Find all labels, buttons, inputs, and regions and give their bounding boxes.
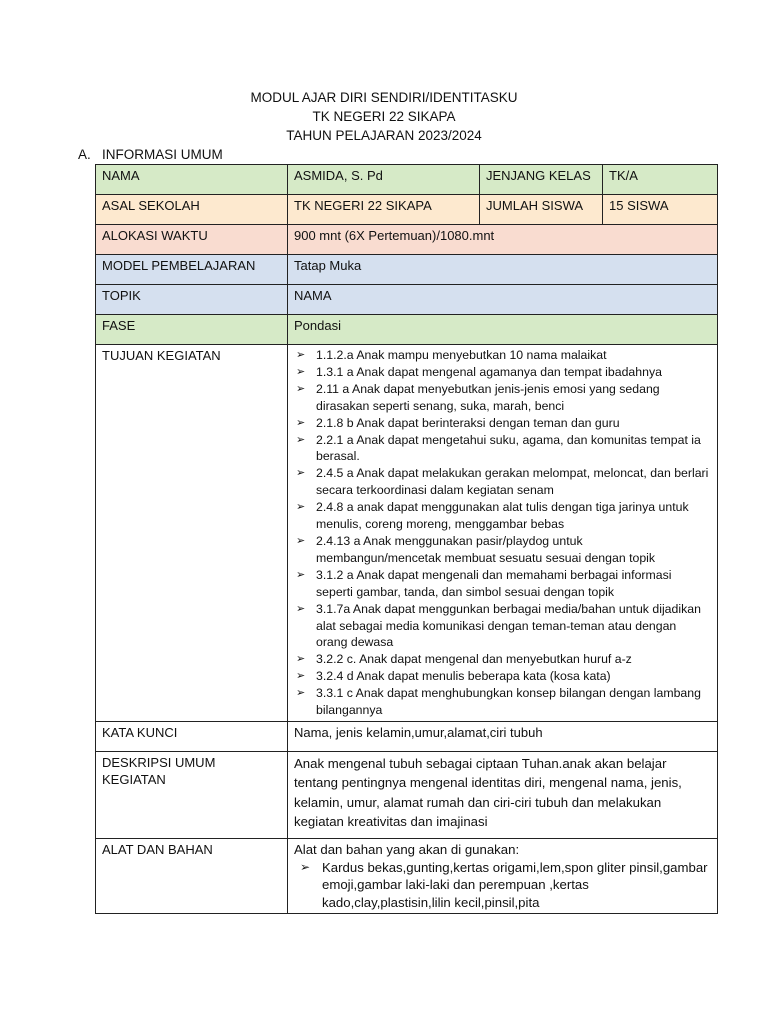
list-item — [294, 347, 711, 364]
jenjang-value: TK/A — [603, 165, 718, 195]
asal-label: ASAL SEKOLAH — [96, 195, 288, 225]
alat-intro: Alat dan bahan yang akan di gunakan: — [294, 841, 520, 857]
list-item — [294, 415, 711, 432]
list-item-text: 3.1.7a Anak dapat menggunkan berbagai media/bahan untuk dijadikan alat sebagai media komunikasi dengan teman-teman atau dengan orang dewasa — [316, 601, 701, 650]
list-item-text: 3.2.4 d Anak dapat menulis beberapa kata (kosa kata) — [316, 669, 611, 684]
deskripsi-value: Anak mengenal tubuh sebagai ciptaan Tuhan.anak akan belajar tentang pentingnya mengenal identitas diri, mengenal nama, jenis, kelamin, umur, alamat rumah dan ciri-ciri tubuh dan melakukan kegiatan kreativitas dan imajinasi — [288, 751, 718, 838]
nama-value: ASMIDA, S. Pd — [288, 165, 480, 195]
table-row-tujuan — [96, 345, 718, 722]
topik-value: NAMA — [288, 285, 718, 315]
arrow-bullet-icon: ➢ — [296, 602, 306, 615]
arrow-bullet-icon: ➢ — [296, 433, 306, 446]
list-item — [294, 465, 711, 499]
model-value: Tatap Muka — [288, 255, 718, 285]
arrow-bullet-icon: ➢ — [296, 349, 306, 361]
alokasi-label: ALOKASI WAKTU — [96, 225, 288, 255]
arrow-bullet-icon: ➢ — [296, 382, 306, 395]
table-row-alokasi — [96, 225, 718, 255]
arrow-bullet-icon: ➢ — [296, 416, 306, 429]
jumlah-label: JUMLAH SISWA — [480, 195, 603, 225]
table-row-deskripsi — [96, 751, 718, 838]
list-item-text: 2.4.8 a anak dapat menggunakan alat tulis dengan tiga jarinya untuk menulis, coreng moreng, menggambar bebas — [316, 500, 689, 532]
arrow-bullet-icon: ➢ — [296, 568, 306, 581]
fase-value: Pondasi — [288, 315, 718, 345]
academic-year-heading: TAHUN PELAJARAN 2023/2024 — [286, 128, 482, 143]
deskripsi-label-line2: KEGIATAN — [102, 771, 166, 787]
list-item — [294, 381, 711, 415]
deskripsi-label-cell — [96, 751, 288, 838]
arrow-bullet-icon: ➢ — [296, 501, 306, 514]
alokasi-value: 900 mnt (6X Pertemuan)/1080.mnt — [288, 225, 718, 255]
list-item-text: 2.2.1 a Anak dapat mengetahui suku, agama, dan komunitas tempat ia berasal. — [316, 432, 701, 464]
list-item — [294, 668, 711, 685]
fase-label: FASE — [96, 315, 288, 345]
model-label: MODEL PEMBELAJARAN — [96, 255, 288, 285]
table-row-fase — [96, 315, 718, 345]
arrow-bullet-icon: ➢ — [296, 467, 306, 480]
document-title: MODUL AJAR DIRI SENDIRI/IDENTITASKU — [250, 90, 518, 105]
list-item-text: Kardus bekas,gunting,kertas origami,lem,spon gliter pinsil,gambar emoji,gambar laki-laki dan perempuan ,kertas kado,clay,plastisin,lilin kecil,pinsil,pita — [322, 859, 708, 910]
list-item — [294, 364, 711, 381]
list-item-text: 2.4.13 a Anak menggunakan pasir/playdog untuk membangun/mencetak membuat sesuatu sesuai dengan topik — [316, 533, 656, 565]
kata-kunci-label: KATA KUNCI — [96, 721, 288, 751]
school-name-heading: TK NEGERI 22 SIKAPA — [312, 109, 456, 124]
list-item — [294, 567, 711, 601]
tujuan-label: TUJUAN KEGIATAN — [96, 345, 288, 722]
kata-kunci-value: Nama, jenis kelamin,umur,alamat,ciri tubuh — [288, 721, 718, 751]
list-item-text: 3.2.2 c. Anak dapat mengenal dan menyebutkan huruf a-z — [316, 652, 632, 667]
section-title: INFORMASI UMUM — [102, 147, 223, 162]
arrow-bullet-icon: ➢ — [296, 534, 306, 547]
arrow-bullet-icon: ➢ — [296, 687, 306, 700]
document-title-block — [0, 88, 768, 145]
jenjang-label: JENJANG KELAS — [480, 165, 603, 195]
list-item — [294, 432, 711, 466]
deskripsi-label-line1: DESKRIPSI UMUM — [102, 754, 216, 770]
table-row-topik — [96, 285, 718, 315]
jumlah-value: 15 SISWA — [603, 195, 718, 225]
list-item-text: 2.1.8 b Anak dapat berinteraksi dengan teman dan guru — [316, 415, 620, 430]
arrow-bullet-icon: ➢ — [296, 365, 306, 378]
list-item — [294, 601, 711, 652]
list-item-text: 2.4.5 a Anak dapat melakukan gerakan melompat, meloncat, dan berlari secara terkoordinasi dalam kegiatan senam — [316, 466, 709, 498]
alat-label: ALAT DAN BAHAN — [96, 838, 288, 914]
asal-value: TK NEGERI 22 SIKAPA — [288, 195, 480, 225]
topik-label: TOPIK — [96, 285, 288, 315]
list-item-text: 1.3.1 a Anak dapat mengenal agamanya dan tempat ibadahnya — [316, 364, 662, 379]
list-item-text: 1.1.2.a Anak mampu menyebutkan 10 nama malaikat — [316, 348, 607, 362]
section-letter: A. — [78, 147, 91, 162]
section-heading — [78, 146, 223, 164]
nama-label: NAMA — [96, 165, 288, 195]
arrow-bullet-icon: ➢ — [300, 859, 311, 874]
list-item — [294, 499, 711, 533]
table-row-asal-sekolah — [96, 195, 718, 225]
arrow-bullet-icon: ➢ — [296, 670, 306, 683]
list-item-text: 3.3.1 c Anak dapat menghubungkan konsep bilangan dengan lambang bilangannya — [316, 686, 701, 718]
list-item-text: 3.1.2 a Anak dapat mengenali dan memahami berbagai informasi seperti gambar, tanda, dan simbol sesuai dengan topik — [316, 567, 672, 599]
alat-list — [294, 859, 711, 912]
tujuan-list — [294, 347, 711, 719]
table-row-alat — [96, 838, 718, 914]
arrow-bullet-icon: ➢ — [296, 653, 306, 666]
list-item — [294, 685, 711, 719]
table-row-nama — [96, 165, 718, 195]
table-row-model — [96, 255, 718, 285]
list-item-text: 2.11 a Anak dapat menyebutkan jenis-jenis emosi yang sedang dirasakan seperti senang, suka, marah, benci — [316, 381, 660, 413]
tujuan-cell — [288, 345, 718, 722]
alat-cell — [288, 838, 718, 914]
list-item — [294, 859, 711, 912]
list-item — [294, 651, 711, 668]
general-info-table — [95, 164, 718, 914]
list-item — [294, 533, 711, 567]
table-row-kata-kunci — [96, 721, 718, 751]
